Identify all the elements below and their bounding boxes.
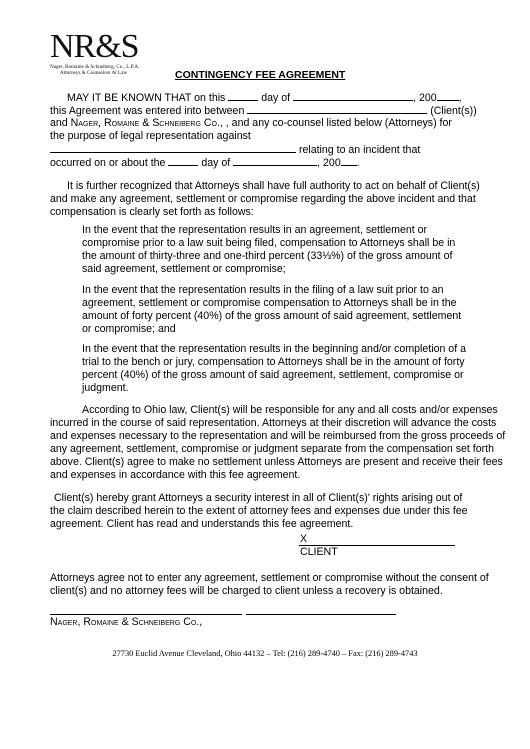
security-line: the claim described herein to the extent of attorney fees and expenses due under this fee (50, 505, 468, 517)
incident-year-blank[interactable] (341, 156, 357, 166)
document-title: CONTINGENCY FEE AGREEMENT (175, 69, 346, 81)
logo-firm-name: Nager, Romaine & Schneiberg, Co., L.P.A. (50, 64, 140, 70)
pre-suit-line: In the event that the representation results in an agreement, settlement or (82, 224, 428, 236)
intro-text: day of (261, 92, 291, 104)
intro-text: . (356, 157, 360, 169)
firm-signature-line[interactable] (50, 614, 242, 615)
intro-text: , 200 (317, 157, 341, 169)
trial-line: percent (40%) of the gross amount of said agreement, settlement, compromise or (82, 369, 464, 381)
filing-line: agreement, settlement or compromise compensation to Attorneys shall be in the (82, 297, 457, 309)
ohio-law-line: any agreement, settlement, compromise or judgment separate from the compensation set forth (50, 443, 494, 455)
client-signature-label: CLIENT (300, 546, 338, 558)
incident-month-blank[interactable] (233, 156, 317, 166)
intro-text: and (50, 117, 68, 129)
firm-address-footer: 27730 Euclid Avenue Cleveland, Ohio 44132 – Tel: (216) 289-4740 – Fax: (216) 289-4743 (112, 649, 418, 658)
intro-line-6 (50, 156, 360, 169)
firm-signature-label: Nager, Romaine & Schneiberg Co., (50, 616, 203, 628)
intro-text: MAY IT BE KNOWN THAT on this (67, 92, 226, 104)
year-blank[interactable] (437, 91, 459, 101)
ohio-law-line: incurred in the course of said representation. Attorneys at their discretion will advance the costs (50, 417, 497, 429)
authority-line: and make any agreement, settlement or compromise regarding the above incident and that (50, 193, 476, 205)
intro-line-4: the purpose of legal representation against (50, 130, 251, 142)
no-settlement-line: Attorneys agree not to enter any agreement, settlement or compromise without the consent of (50, 572, 489, 584)
authority-line: compensation is clearly set forth as follows: (50, 206, 254, 218)
pre-suit-line: the amount of thirty-three and one-third percent (33⅓%) of the gross amount of (82, 250, 453, 262)
intro-text: day of (201, 157, 231, 169)
co-counsel-signature-line[interactable] (246, 614, 396, 615)
intro-text: occurred on or about the (50, 157, 166, 169)
client-name-blank[interactable] (247, 104, 427, 114)
intro-text: (Client(s)) (430, 105, 477, 117)
ohio-law-line: and expenses necessary to the representation and will be reimbursed from the gross proceeds of (50, 430, 506, 442)
incident-day-blank[interactable] (168, 156, 198, 166)
intro-text: , , and any co-counsel listed below (Attorneys) for (219, 117, 452, 129)
trial-line: In the event that the representation results in the beginning and/or completion of a (82, 343, 466, 355)
firm-logo (50, 30, 160, 76)
filing-line: or compromise; and (82, 323, 176, 335)
intro-line-3 (50, 117, 452, 129)
intro-line-1 (67, 91, 462, 104)
trial-line: trial to the bench or jury, compensation to Attorneys shall be in the amount of forty (82, 356, 465, 368)
intro-line-2 (50, 104, 477, 117)
filing-line: In the event that the representation results in the filing of a law suit prior to an (82, 284, 444, 296)
trial-line: judgment. (82, 382, 129, 394)
pre-suit-line: said agreement, settlement or compromise; (82, 263, 286, 275)
intro-text: this Agreement was entered into between (50, 105, 245, 117)
logo-monogram: NR&S (50, 28, 139, 65)
intro-text: , 200 (413, 92, 437, 104)
signature-x-mark: X (300, 533, 308, 545)
logo-tagline: Attorneys & Counselors At Law (60, 70, 128, 76)
day-blank[interactable] (228, 91, 258, 101)
security-line: agreement. Client has read and understands this fee agreement. (50, 518, 354, 530)
month-blank[interactable] (293, 91, 413, 101)
intro-text: , (458, 92, 462, 104)
authority-line: It is further recognized that Attorneys shall have full authority to act on behalf of Client(s) (67, 180, 480, 192)
opposing-party-blank[interactable] (50, 143, 296, 153)
intro-text: relating to an incident that (298, 144, 421, 156)
ohio-law-line: above. Client(s) agree to make no settlement unless Attorneys are present and receive their fees (50, 456, 503, 468)
no-settlement-line: client(s) and no attorney fees will be charged to client unless a recovery is obtained. (50, 585, 443, 597)
ohio-law-line: and expenses in accordance with this fee agreement. (50, 469, 301, 481)
filing-line: amount of forty percent (40%) of the gross amount of said agreement, settlement (82, 310, 462, 322)
security-line: Client(s) hereby grant Attorneys a security interest in all of Client(s)' rights arising out of (54, 492, 463, 504)
firm-name: Nager, Romaine & Schneiberg Co. (70, 117, 220, 129)
ohio-law-line: According to Ohio law, Client(s) will be responsible for any and all costs and/or expenses (82, 404, 498, 416)
intro-line-5 (50, 143, 420, 156)
pre-suit-line: compromise prior to a law suit being filed, compensation to Attorneys shall be in (82, 237, 456, 249)
